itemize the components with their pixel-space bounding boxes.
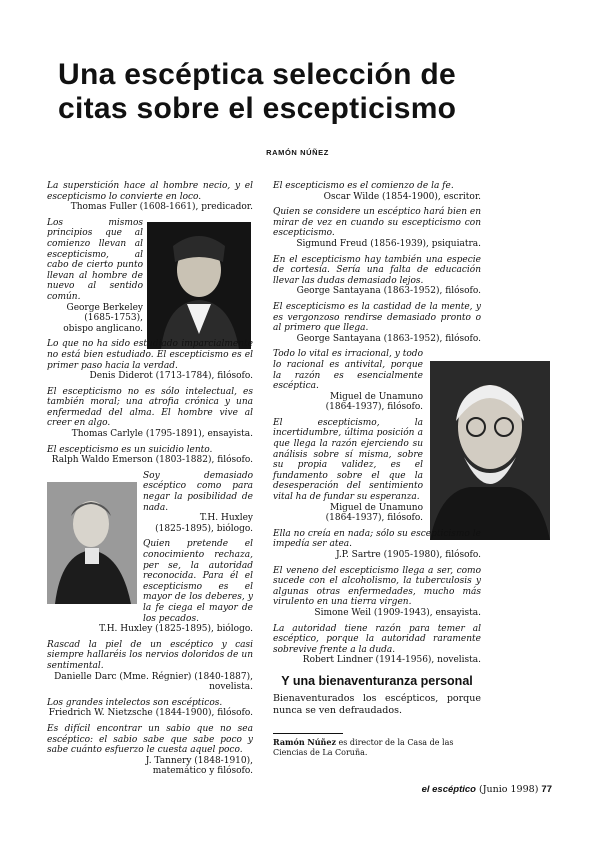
quote-attribution: J.P. Sartre (1905-1980), filósofo. [335,550,481,560]
quote-text: En el escepticismo hay también una especie de cortesía. Sería una falta de educación llevar las dudas demasiado lejos. [273,254,481,286]
quote-text: Quien se considere un escéptico hará bien en mirar de vez en cuando su escepticismo con escepticismo. [273,207,481,239]
quote-attribution: matemático y filósofo. [152,766,253,777]
quote-emerson [47,445,253,466]
quote-santayana-1 [273,255,481,297]
bio-text: es director de la Casa de las Ciencias de La Coruña. [273,737,454,757]
issue-date: (Junio 1998) [475,784,542,795]
quote-wilde [273,181,481,202]
quote-text: El escepticismo no es sólo intelectual, es también moral; una atrofia crónica y una enfermedad del alma. El hombre vive al creer en algo. [47,386,253,429]
quote-attribution: Simone Weil (1909-1943), ensayista. [314,607,481,618]
quote-weil [273,566,481,619]
quote-attribution: obispo anglicano. [63,323,143,334]
author-bio [273,737,481,758]
beatitude-text: Bienaventurados los escépticos, porque nunca se ven defraudados. [273,692,481,716]
quote-text: Ella no creía en nada; sólo su escepticismo le impedía ser atea. [273,528,481,550]
quote-attribution: Friedrich W. Nietzsche (1844-1900), filósofo. [48,708,253,719]
quote-berkeley [47,218,143,335]
quote-attribution: Denis Diderot (1713-1784), filósofo. [89,371,253,382]
quote-text: El veneno del escepticismo llega a ser, como sucede con el alcoholismo, la tuberculosis y algunas otras enfermedades, mucho más virulento en una tierra virgen. [273,565,481,608]
quote-text: El escepticismo es un suicidio lento. [47,444,213,455]
quote-darc [47,640,253,693]
quote-tannery [47,724,253,777]
quote-text: Quien pretende el conocimiento rechaza, per se, la autoridad reconocida. Para él el escepticismo es el mayor de los deberes, y la fe ciega el mayor de los pecados. [143,539,253,624]
quote-attribution: Miguel de Unamuno [330,502,423,513]
quote-diderot [47,339,253,381]
quote-unamuno-1 [273,349,423,413]
quote-huxley-2 [47,539,253,634]
quote-attribution: Thomas Carlyle (1795-1891), ensayista. [71,429,253,440]
quote-carlyle [47,387,253,440]
quote-huxley-1 [143,471,253,535]
quote-attribution: (1685-1753), [84,313,143,324]
magazine-name: el escéptico [421,784,476,795]
quote-attribution: T.H. Huxley (1825-1895), biólogo. [99,624,253,635]
quote-attribution: J. Tannery (1848-1910), [145,755,253,766]
quote-sartre [273,529,481,561]
quote-attribution: Oscar Wilde (1854-1900), escritor. [323,191,481,202]
quote-attribution: Danielle Darc (Mme. Régnier) (1840-1887), [54,671,253,682]
quote-text: Soy demasiado escéptico como para negar la posibilidad de nada. [143,470,253,513]
quote-attribution: Ralph Waldo Emerson (1803-1882), filósofo. [51,455,253,466]
quote-attribution: T.H. Huxley [199,513,253,524]
quote-attribution: (1864-1937), filósofo. [325,402,423,413]
quote-text: Es difícil encontrar un sabio que no sea escéptico: el sabio sabe que sabe poco y sabe cuánto esfuerzo le cuesta aquel poco. [47,723,253,756]
quote-freud [273,207,481,249]
quote-text: El escepticismo es la castidad de la mente, y es vergonzoso rendirse demasiado pronto o al primero que llega. [273,301,481,334]
quote-santayana-2 [273,302,481,344]
article-title: Una escéptica selección de citas sobre el escepticismo [58,58,457,125]
quote-fuller [47,181,253,213]
quote-attribution: Robert Lindner (1914-1956), novelista. [302,655,481,666]
quote-text: La superstición hace al hombre necio, y el escepticismo lo convierte en loco. [47,181,253,202]
quote-attribution: Sigmund Freud (1856-1939), psiquiatra. [296,238,481,249]
quote-text: Los mismos principios que al comienzo llevan al escepticismo, al cabo de cierto punto llevan al hombre de nuevo al sentido común. [47,217,143,302]
bio-divider [273,733,343,734]
beatitude-heading: Y una bienaventuranza personal [281,673,473,688]
quote-attribution: Thomas Fuller (1608-1661), predicador. [70,202,253,213]
right-column [273,181,481,758]
quote-text: Rascad la piel de un escéptico y casi siempre hallaréis los nervios doloridos de un sentimental. [47,639,253,671]
quote-text: Todo lo vital es irracional, y todo lo racional es antivital, porque la razón es esencialmente escéptica. [273,349,423,392]
quote-attribution: (1825-1895), biólogo. [155,523,253,534]
quote-attribution: George Santayana (1863-1952), filósofo. [296,286,481,297]
quote-text: Los grandes intelectos son escépticos. [47,697,223,708]
quote-unamuno-2 [273,418,423,524]
quote-lindner [273,624,481,666]
quote-attribution: George Santayana (1863-1952), filósofo. [296,333,481,344]
page-number: 77 [541,784,552,795]
quote-text: La autoridad tiene razón para temer al escéptico, porque la autoridad raramente sobrevive frente a la duda. [273,623,481,655]
quote-attribution: Miguel de Unamuno [330,391,423,402]
quote-attribution: novelista. [209,682,253,693]
quote-attribution: George Berkeley [66,302,143,313]
quote-text: El escepticismo, la incertidumbre, última posición a que llega la razón ejerciendo su análisis sobre sí misma, sobre su propia validez, es el fundamento sobre el que la desesperación del sentimiento vital ha de fundar su esperanza. [273,417,423,503]
quote-attribution: (1864-1937), filósofo. [325,513,423,524]
quote-text: El escepticismo es el comienzo de la fe. [273,181,454,191]
article-author: RAMÓN NÚÑEZ [266,148,329,157]
bio-name: Ramón Núñez [273,736,336,747]
left-column [47,181,253,782]
quote-nietzsche [47,698,253,719]
page-footer [300,784,552,795]
quote-text: Lo que no ha sido estudiado imparcialmente no está bien estudiado. El escepticismo es el primer paso hacia la verdad. [47,339,253,371]
